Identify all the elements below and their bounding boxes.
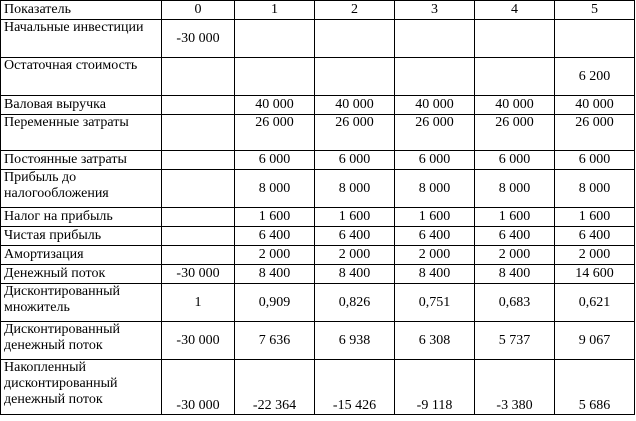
table-cell: [162, 96, 235, 115]
table-cell: 6 400: [315, 227, 395, 246]
table-row: [1, 96, 635, 115]
table-cell: [162, 227, 235, 246]
header-cell-period-3: 3: [395, 1, 475, 20]
row-label: Дисконтированный денежный поток: [1, 322, 162, 360]
table-cell: 5 737: [475, 322, 555, 360]
table-cell: 26 000: [475, 115, 555, 151]
table-cell: [235, 20, 315, 58]
table-cell: 26 000: [235, 115, 315, 151]
row-label: Прибыль до налогообложения: [1, 170, 162, 208]
row-label: Валовая выручка: [1, 96, 162, 115]
table-cell: [162, 58, 235, 96]
table-cell: 2 000: [475, 246, 555, 265]
row-label: Начальные инвестиции: [1, 20, 162, 58]
row-label: Денежный поток: [1, 265, 162, 284]
row-label: Переменные затраты: [1, 115, 162, 151]
table-cell: 7 636: [235, 322, 315, 360]
table-cell: 8 400: [395, 265, 475, 284]
table-cell: 8 400: [315, 265, 395, 284]
table-cell: [162, 246, 235, 265]
table-cell: 26 000: [555, 115, 635, 151]
table-cell: 5 686: [555, 360, 635, 415]
table-cell: 1 600: [235, 208, 315, 227]
table-cell: 0,621: [555, 284, 635, 322]
table-row: [1, 58, 635, 96]
header-row: [1, 1, 635, 20]
table-cell: -15 426: [315, 360, 395, 415]
table-cell: [315, 20, 395, 58]
table-row: [1, 227, 635, 246]
table-cell: -22 364: [235, 360, 315, 415]
table-row: [1, 115, 635, 151]
table-cell: 1 600: [315, 208, 395, 227]
table-cell: 6 000: [555, 151, 635, 170]
row-label: Амортизация: [1, 246, 162, 265]
table-cell: -3 380: [475, 360, 555, 415]
table-cell: 0,751: [395, 284, 475, 322]
table-cell: -9 118: [395, 360, 475, 415]
table-cell: 8 000: [475, 170, 555, 208]
table-row: [1, 322, 635, 360]
row-label: Постоянные затраты: [1, 151, 162, 170]
table-cell: [162, 151, 235, 170]
table-cell: 8 000: [235, 170, 315, 208]
table-cell: 8 400: [475, 265, 555, 284]
table-cell: [395, 58, 475, 96]
table-cell: 1: [162, 284, 235, 322]
table-cell: [475, 58, 555, 96]
table-cell: 8 000: [315, 170, 395, 208]
row-label: Чистая прибыль: [1, 227, 162, 246]
table-cell: 8 000: [395, 170, 475, 208]
table-cell: 2 000: [555, 246, 635, 265]
header-cell-indicator: Показатель: [1, 1, 162, 20]
row-label: Накопленный дисконтированный денежный поток: [1, 360, 162, 415]
table-cell: [555, 20, 635, 58]
table-cell: [315, 58, 395, 96]
table-row: [1, 20, 635, 58]
row-label: Налог на прибыль: [1, 208, 162, 227]
table-cell: 40 000: [555, 96, 635, 115]
table-cell: 6 000: [475, 151, 555, 170]
table-cell: 40 000: [315, 96, 395, 115]
table-row: [1, 265, 635, 284]
header-cell-period-0: 0: [162, 1, 235, 20]
table-row: [1, 151, 635, 170]
table-cell: 40 000: [395, 96, 475, 115]
table-cell: 14 600: [555, 265, 635, 284]
header-cell-period-2: 2: [315, 1, 395, 20]
table-cell: 6 000: [235, 151, 315, 170]
table-cell: [395, 20, 475, 58]
table-cell: 8 000: [555, 170, 635, 208]
table-cell: 26 000: [395, 115, 475, 151]
table-cell: 26 000: [315, 115, 395, 151]
table-cell: 2 000: [395, 246, 475, 265]
table-cell: 6 938: [315, 322, 395, 360]
table-cell: 6 000: [395, 151, 475, 170]
table-cell: 40 000: [475, 96, 555, 115]
table-cell: 6 400: [475, 227, 555, 246]
table-cell: -30 000: [162, 360, 235, 415]
table-cell: 2 000: [315, 246, 395, 265]
table-cell: -30 000: [162, 265, 235, 284]
row-label: Остаточная стоимость: [1, 58, 162, 96]
table-cell: 6 400: [235, 227, 315, 246]
table-cell: 0,683: [475, 284, 555, 322]
table-cell: 2 000: [235, 246, 315, 265]
table-row: [1, 170, 635, 208]
table-row: [1, 284, 635, 322]
table-cell: -30 000: [162, 322, 235, 360]
table-cell: [162, 115, 235, 151]
table-row: [1, 360, 635, 415]
table-cell: 9 067: [555, 322, 635, 360]
table-cell: -30 000: [162, 20, 235, 58]
header-cell-period-4: 4: [475, 1, 555, 20]
table-cell: [235, 58, 315, 96]
table-cell: 1 600: [555, 208, 635, 227]
table-cell: 6 000: [315, 151, 395, 170]
table-cell: 6 400: [555, 227, 635, 246]
table-cell: 0,909: [235, 284, 315, 322]
table-cell: 1 600: [475, 208, 555, 227]
row-label: Дисконтированный множитель: [1, 284, 162, 322]
table-cell: 0,826: [315, 284, 395, 322]
table-row: [1, 246, 635, 265]
table-cell: 6 308: [395, 322, 475, 360]
table-cell: 40 000: [235, 96, 315, 115]
table-cell: 1 600: [395, 208, 475, 227]
header-cell-period-1: 1: [235, 1, 315, 20]
table-cell: 6 200: [555, 58, 635, 96]
table-cell: [162, 208, 235, 227]
table-cell: 8 400: [235, 265, 315, 284]
table-row: [1, 208, 635, 227]
table-cell: 6 400: [395, 227, 475, 246]
table-cell: [162, 170, 235, 208]
table-cell: [475, 20, 555, 58]
header-cell-period-5: 5: [555, 1, 635, 20]
